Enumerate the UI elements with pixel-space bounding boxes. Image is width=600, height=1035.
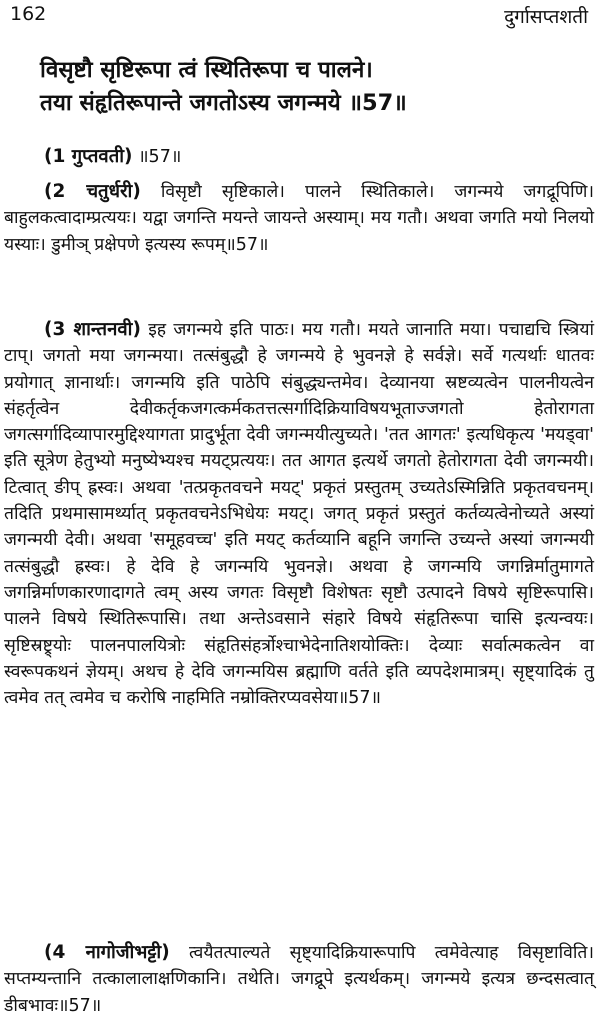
commentary-text: इह जगन्मये इति पाठः। मय गतौ। मयते जानाति मया। पचाद्यचि स्त्रियां टाप्। जगतो मया जगन्मया। तत्संबुद्धौ हे जगन्मये हे भुवनज्ञे हे सर्वज्ञे। सर्वे गत्यर्थाः धातवः प्रयोगात् ज्ञानार्थाः। जगन्मयि इति पाठेपि संबुद्ध्यन्तमेव। देव्यानया स्रष्टव्यत्वेन पालनीयत्वेन संहर्तृत्वेन देवीकर्तृकजगत्कर्मकतत्तत्सर्गादिक्रियाविषयभूताज्जगतो हेतोरागता जगत्सर्गादिव्यापारमुद्दिश्यागता प्रादुर्भूता देवी जगन्मयीत्युच्यते। 'तत आगतः' इत्यधिकृत्य 'मयड्वा' इति सूत्रेण हेतुभ्यो मनुष्येभ्यश्च मयट्प्रत्ययः। तत आगत इत्यर्थे जगतो हेतोरागता देवी जगन्मयी। टित्वात् ङीप् ह्रस्वः। अथवा 'तत्प्रकृतवचने मयट्' प्रकृतं प्रस्तुतम् उच्यतेऽस्मिन्निति प्रकृतवचनम्। तदिति प्रथमासामर्थ्यात् प्रकृतवचनेऽभिधेयः मयट्। जगत् प्रकृतं प्रस्तुतं कर्तव्यत्वेनोच्यते अस्यां जगन्मयी देवी। अथवा 'समूहवच्च' इति मयट् कर्तव्यानि बहूनि जगन्ति उच्यन्ते अस्यां जगन्मयी तत्संबुद्धौ ह्रस्वः। हे देवि हे जगन्मयि भुवनज्ञे। अथवा हे जगन्मयि जगन्निर्मातुमागते जगन्निर्माणकारणादागते त्वम् अस्य जगतः विसृष्टौ विशेषतः सृष्टौ उत्पादने विषये सृष्टिरूपासि। पालने विषये स्थितिरूपासि। तथा अन्तेऽवसाने संहारे विषये संहृतिरूपा चासि इत्यन्वयः। सृष्टिस्रष्ट्र्योः पालनपालयित्रोः संहृतिसंहर्त्रोश्चाभेदेनातिशयोक्तिः। देव्याः सर्वात्मकत्वेन वा स्वरूपकथनं ज्ञेयम्। अथच हे देवि जगन्मयिस ब्रह्माणि वर्तते इति व्यपदेशमात्रम्। सृष्ट्यादिकं तु त्वमेव तत् त्वमेव च करोषि नाहमिति नम्रोक्तिरप्यवसेया॥57॥ — [4, 320, 594, 709]
commentary-label: (4 नागोजीभट्टी) — [44, 942, 170, 963]
commentary-text: ॥57॥ — [132, 147, 182, 167]
commentary-label: (2 चतुर्धरी) — [44, 181, 141, 202]
verse-block — [40, 54, 590, 120]
running-title: दुर्गासप्तशती — [504, 6, 588, 28]
commentary-gupta — [4, 144, 594, 170]
page-header — [0, 0, 600, 36]
commentary-label: (1 गुप्तवती) — [44, 146, 133, 167]
verse-line-1: विसृष्टौ सृष्टिरूपा त्वं स्थितिरूपा च पालने। — [40, 57, 373, 83]
commentary-text: त्वयैतत्पाल्यते सृष्ट्यादिक्रियारूपापि त्वमेवेत्याह विसृष्टाविति। सप्तम्यन्तानि तत्कालालाक्षणिकानि। तथेति। जगद्रूपे इत्यर्थकम्। जगन्मये इत्यत्र छन्दसत्वात् डीबभावः॥57॥ — [4, 943, 594, 1016]
commentary-shantanavi — [4, 317, 594, 711]
commentary-text: विसृष्टौ सृष्टिकाले। पालने स्थितिकाले। जगन्मये जगद्रूपिणि। बाहुलकत्वादाम्प्रत्ययः। यद्वा जगन्ति मयन्ते जायन्ते अस्याम्। मय गतौ। अथवा जगति मयो निलयो यस्याः। डुमीञ् प्रक्षेपणे इत्यस्य रूपम्॥57॥ — [4, 182, 594, 255]
commentary-nagojibhatti — [4, 940, 594, 1019]
commentary-label: (3 शान्तनवी) — [44, 319, 141, 340]
verse-line-2: तया संहृतिरूपान्ते जगतोऽस्य जगन्मये ॥57॥ — [40, 90, 407, 116]
commentary-chaturdhari — [4, 179, 594, 258]
page-number: 162 — [10, 3, 47, 25]
